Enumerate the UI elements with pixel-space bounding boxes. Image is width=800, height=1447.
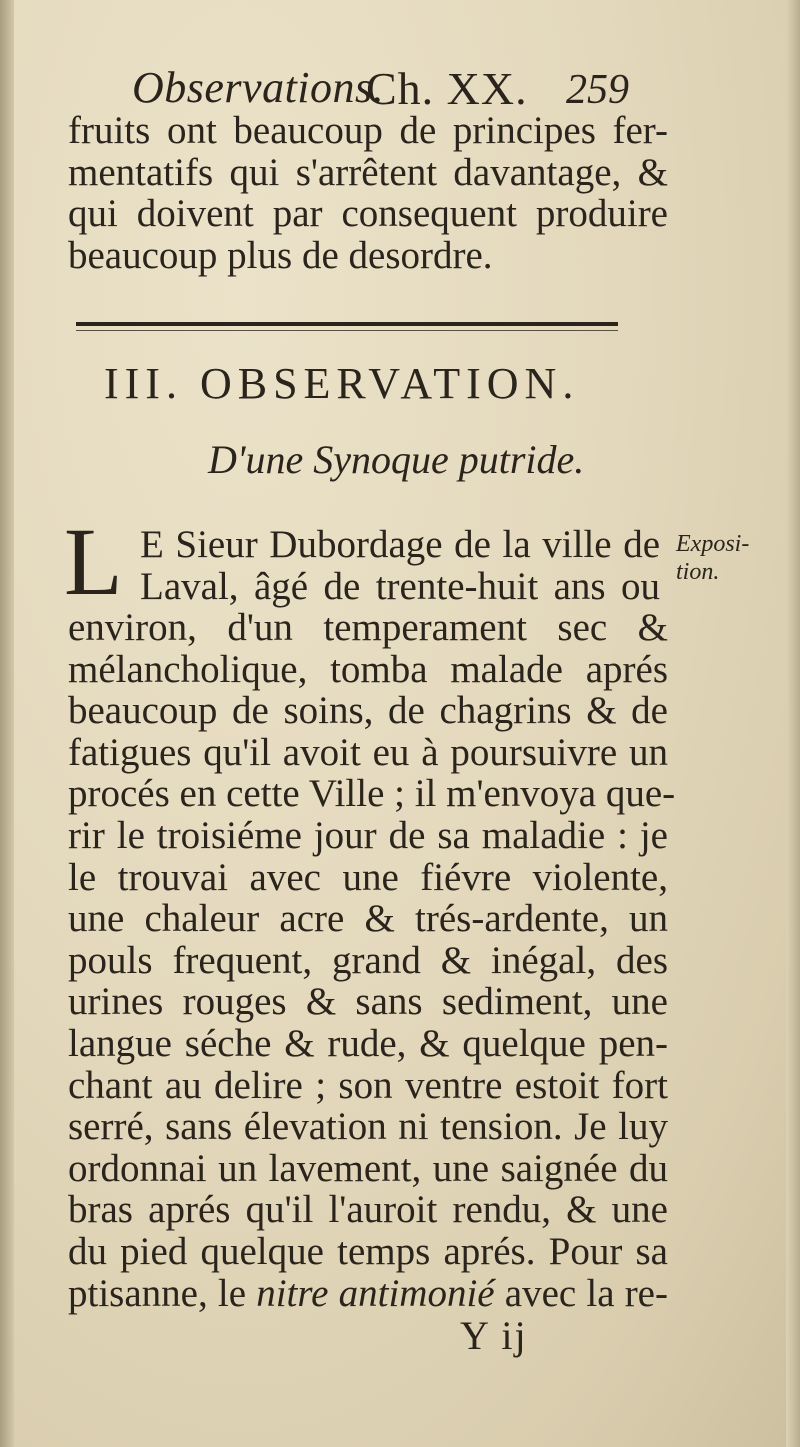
text-line: Laval, âgé de trente-huit ans ou	[140, 564, 660, 608]
text-line: mentatifs qui s'arrêtent davantage, &	[68, 150, 668, 194]
drop-cap: L	[64, 508, 123, 615]
text-line: fruits ont beaucoup de principes fer-	[68, 109, 668, 152]
text-line: qui doivent par consequent produire	[68, 192, 668, 236]
text-line: urines rouges & sans sediment, une	[68, 980, 668, 1024]
page-edge-shadow	[786, 0, 800, 1447]
text-line: du pied quelque temps aprés. Pour sa	[68, 1229, 668, 1273]
text-line: beaucoup de soins, de chagrins & de	[68, 689, 668, 733]
opening-lines	[140, 524, 660, 607]
text-line-last	[68, 1273, 668, 1315]
text-line: rir le troisiéme jour de sa maladie : je	[68, 813, 668, 857]
text-line: serré, sans élevation ni tension. Je luy	[68, 1105, 668, 1149]
running-title: Observations.	[132, 63, 385, 112]
text-line: procés en cette Ville ; il m'envoya que-	[68, 772, 676, 816]
chapter-label: Ch. XX.	[366, 63, 528, 114]
observation-title: III. OBSERVATION.	[104, 359, 580, 408]
top-paragraph	[68, 110, 668, 276]
text-line: ordonnai un lavement, une saignée du	[68, 1146, 668, 1190]
margin-note-line: Exposi-	[676, 531, 750, 557]
text-line: langue séche & rude, & quelque pen-	[68, 1021, 668, 1065]
text-line: mélancholique, tomba malade aprés	[68, 647, 668, 691]
text-line: fatigues qu'il avoit eu à poursuivre un	[68, 730, 668, 774]
text-line: une chaleur acre & trés-ardente, un	[68, 897, 668, 941]
margin-note-line: tion.	[676, 559, 720, 585]
page-number: 259	[566, 67, 629, 113]
text-line: beaucoup plus de desordre.	[68, 233, 493, 277]
text-line: E Sieur Dubordage de la ville de	[140, 523, 660, 566]
text-line: pouls frequent, grand & inégal, des	[68, 938, 668, 982]
section-rule-thin	[76, 330, 618, 331]
page-gutter-shadow	[0, 0, 14, 1447]
catchword: Y ij	[460, 1313, 528, 1358]
text-line: le trouvai avec une fiévre violente,	[68, 855, 668, 899]
text-line: environ, d'un temperament sec &	[68, 606, 668, 649]
text-line: chant au delire ; son ventre estoit fort	[68, 1063, 668, 1107]
margin-note	[676, 530, 796, 586]
text-segment: ptisanne, le	[68, 1271, 257, 1315]
text-line: bras aprés qu'il l'auroit rendu, & une	[68, 1188, 668, 1232]
section-rule	[76, 322, 618, 326]
body-paragraph	[68, 606, 676, 1315]
observation-subtitle: D'une Synoque putride.	[208, 437, 585, 482]
italic-term: nitre antimonié	[256, 1271, 495, 1315]
text-segment: avec la re-	[494, 1271, 668, 1315]
